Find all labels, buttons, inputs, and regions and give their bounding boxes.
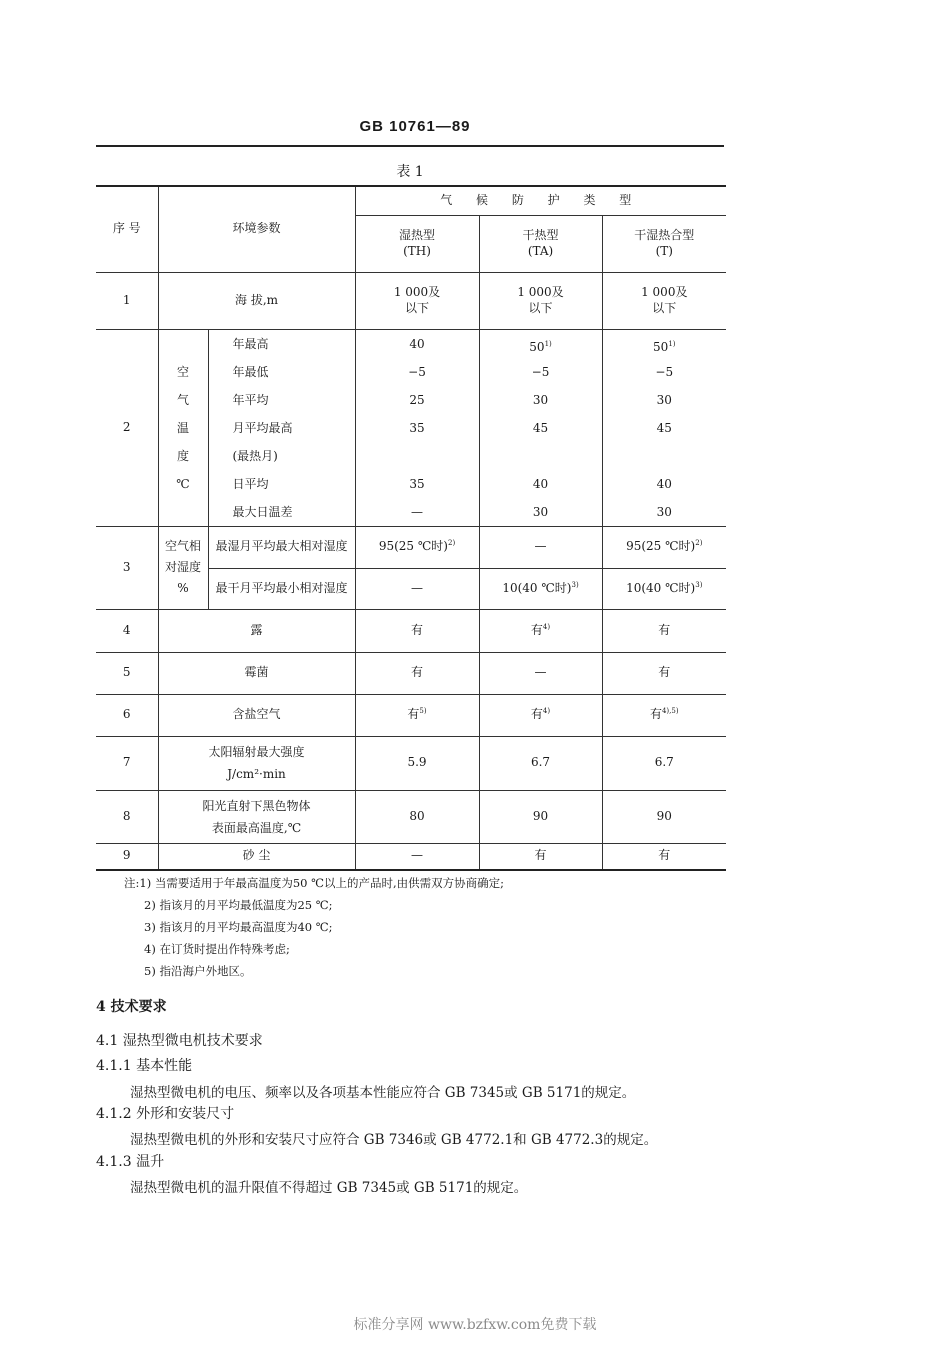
- note-item: 4) 在订货时提出作特殊考虑;: [144, 942, 290, 956]
- cell: 1 000及 以下: [355, 272, 479, 329]
- row-seq: 9: [96, 843, 158, 870]
- cell: 10(40 ℃时)$^{3)}$: [602, 568, 726, 609]
- row-seq: 7: [96, 736, 158, 790]
- cell: —: [355, 843, 479, 870]
- cell: 5.9: [355, 736, 479, 790]
- row-seq: 1: [96, 272, 158, 329]
- paragraph-4-1-3: 湿热型微电机的温升限值不得超过 GB 7345或 GB 5171的规定。: [130, 1180, 528, 1196]
- climate-table: [96, 185, 726, 871]
- cell: 90: [602, 790, 726, 843]
- row-label: 太阳辐射最大强度 J/cm²·min: [158, 736, 355, 790]
- table-row: [96, 272, 726, 329]
- note-item: 2) 指该月的月平均最低温度为25 ℃;: [144, 898, 333, 912]
- cell: 有: [355, 609, 479, 652]
- cell: 6.7: [602, 736, 726, 790]
- cell: 95(25 ℃时)$^{2)}$: [602, 526, 726, 568]
- cell: 1 000及 以下: [479, 272, 602, 329]
- note-item: 3) 指该月的月平均最高温度为40 ℃;: [144, 920, 333, 934]
- footer-watermark: 标准分享网 www.bzfxw.com免费下载: [353, 1317, 597, 1333]
- row-label: 露: [158, 609, 355, 652]
- cell: 有: [602, 652, 726, 694]
- subsection-4-1-2: 4.1.2 外形和安装尺寸: [96, 1106, 235, 1122]
- air-temp-group: 空 气 温 度 ℃: [158, 329, 208, 526]
- row-label: 砂 尘: [158, 843, 355, 870]
- cell: 有: [355, 652, 479, 694]
- table-row: [96, 609, 726, 652]
- subsection-4-1: 4.1 湿热型微电机技术要求: [96, 1033, 263, 1049]
- table-header-row: [96, 186, 726, 215]
- type-ta: 干热型 (TA): [479, 215, 602, 272]
- ta-temps: $50^{1)}$ −5 30 45 40 30: [479, 329, 602, 526]
- cell: 有: [602, 609, 726, 652]
- type-t: 干湿热合型 (T): [602, 215, 726, 272]
- note-item: 注:1) 当需要适用于年最高温度为50 ℃以上的产品时,由供需双方协商确定;: [124, 876, 505, 890]
- row-label: 霉菌: [158, 652, 355, 694]
- subsection-4-1-3: 4.1.3 温升: [96, 1154, 165, 1170]
- cell: 有: [602, 843, 726, 870]
- row-seq: 3: [96, 526, 158, 609]
- humidity-group: 空气相 对湿度 %: [158, 526, 208, 609]
- humidity-max-label: 最湿月平均最大相对湿度: [208, 526, 355, 568]
- standard-code: GB 10761—89: [359, 118, 471, 135]
- cell: 有$^{5)}$: [355, 694, 479, 736]
- cell: 1 000及 以下: [602, 272, 726, 329]
- header-group: 气 候 防 护 类 型: [355, 186, 726, 215]
- section-heading: 4 技术要求: [96, 999, 167, 1015]
- table-row: [96, 790, 726, 843]
- row-label: 海 拔,m: [158, 272, 355, 329]
- header-rule: [96, 145, 724, 147]
- table-notes: [124, 872, 504, 982]
- row-seq: 5: [96, 652, 158, 694]
- humidity-min-label: 最干月平均最小相对湿度: [208, 568, 355, 609]
- row-seq: 4: [96, 609, 158, 652]
- temp-params: 年最高 年最低 年平均 月平均最高 (最热月) 日平均 最大日温差: [208, 329, 355, 526]
- cell: —: [479, 652, 602, 694]
- cell: 有$^{4)}$: [479, 609, 602, 652]
- cell: 有: [479, 843, 602, 870]
- table-row: [96, 694, 726, 736]
- cell: —: [355, 568, 479, 609]
- th-temps: 40 −5 25 35 35 —: [355, 329, 479, 526]
- table-row: [96, 736, 726, 790]
- t-temps: $50^{1)}$ −5 30 45 40 30: [602, 329, 726, 526]
- table-row: [96, 329, 726, 526]
- cell: 有$^{4)}$: [479, 694, 602, 736]
- cell: 80: [355, 790, 479, 843]
- header-param: 环境参数: [158, 186, 355, 272]
- row-label: 含盐空气: [158, 694, 355, 736]
- table-row: [96, 526, 726, 568]
- paragraph-4-1-1: 湿热型微电机的电压、频率以及各项基本性能应符合 GB 7345或 GB 5171的规定。: [130, 1085, 636, 1101]
- cell: 95(25 ℃时)$^{2)}$: [355, 526, 479, 568]
- header-seq: 序 号: [96, 186, 158, 272]
- table-row: [96, 843, 726, 870]
- cell: 10(40 ℃时)$^{3)}$: [479, 568, 602, 609]
- row-seq: 6: [96, 694, 158, 736]
- table-row: [96, 652, 726, 694]
- row-seq: 2: [96, 329, 158, 526]
- subsection-4-1-1: 4.1.1 基本性能: [96, 1058, 193, 1074]
- paragraph-4-1-2: 湿热型微电机的外形和安装尺寸应符合 GB 7346或 GB 4772.1和 GB 4772.3的规定。: [130, 1132, 658, 1148]
- type-th: 湿热型 (TH): [355, 215, 479, 272]
- cell: 6.7: [479, 736, 602, 790]
- row-label: 阳光直射下黑色物体 表面最高温度,℃: [158, 790, 355, 843]
- table-title: 表 1: [396, 164, 424, 180]
- cell: 有$^{4),5)}$: [602, 694, 726, 736]
- row-seq: 8: [96, 790, 158, 843]
- cell: —: [479, 526, 602, 568]
- cell: 90: [479, 790, 602, 843]
- note-item: 5) 指沿海户外地区。: [144, 964, 252, 978]
